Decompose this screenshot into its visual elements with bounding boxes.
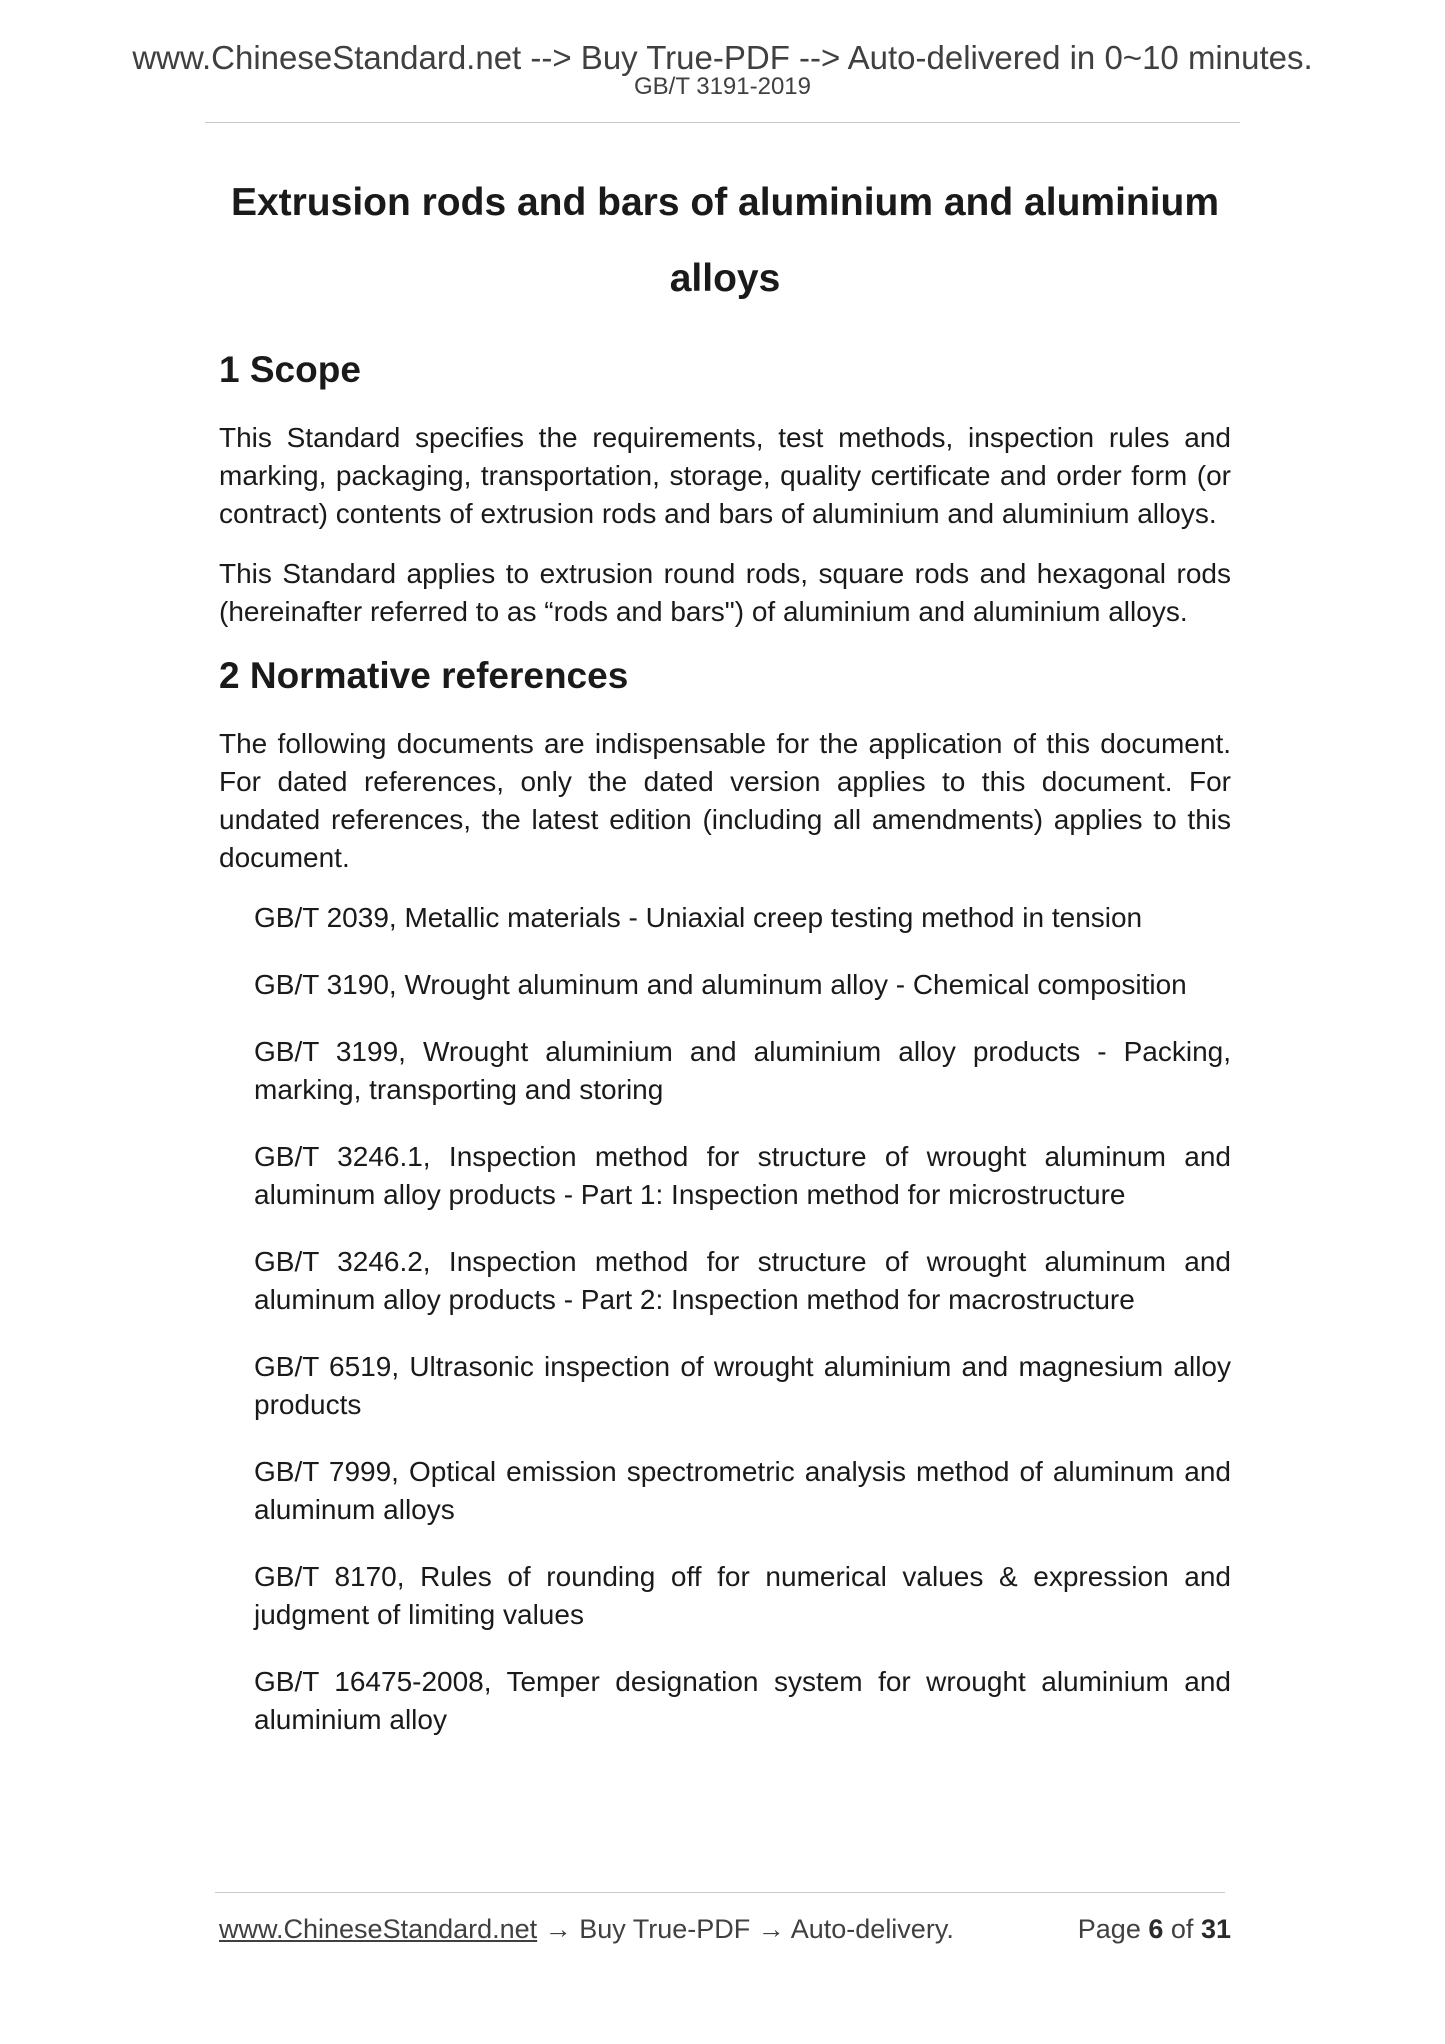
page-label: Page [1077, 1914, 1141, 1944]
reference-list [254, 899, 1231, 1739]
reference-item: GB/T 2039, Metallic materials - Uniaxial creep testing method in tension [254, 902, 1143, 933]
scope-paragraph: This Standard applies to extrusion round rods, square rods and hexagonal rods (hereinafter referred to as “rods and bars") of aluminium and aluminium alloys. [219, 558, 1231, 627]
references-intro-paragraph: The following documents are indispensable for the application of this document. For dated references, only the dated version applies to this document. For undated references, the latest edition (including all amendments) applies to this document. [219, 728, 1231, 873]
reference-item: GB/T 6519, Ultrasonic inspection of wrought aluminium and magnesium alloy products [254, 1351, 1231, 1420]
standard-code: GB/T 3191-2019 [633, 73, 811, 100]
section-heading-normative-references: 2 Normative references [219, 655, 629, 696]
document-title-line-1: Extrusion rods and bars of aluminium and aluminium [230, 181, 1220, 224]
reference-item: GB/T 3246.2, Inspection method for structure of wrought aluminum and aluminum alloy products - Part 2: Inspection method for macrostructure [254, 1246, 1231, 1315]
page-header [0, 38, 1445, 100]
of-label: of [1170, 1914, 1194, 1944]
document-title [219, 165, 1231, 317]
header-divider [205, 122, 1240, 123]
reference-item: GB/T 3190, Wrought aluminum and aluminum alloy - Chemical composition [254, 969, 1187, 1000]
page-number: 6 [1148, 1914, 1164, 1944]
footer-divider [215, 1892, 1225, 1893]
section-heading-scope: 1 Scope [219, 349, 361, 390]
reference-item: GB/T 16475-2008, Temper designation system for wrought aluminium and aluminium alloy [254, 1666, 1231, 1735]
reference-item: GB/T 7999, Optical emission spectrometric analysis method of aluminum and aluminum alloys [254, 1456, 1231, 1525]
reference-item: GB/T 8170, Rules of rounding off for numerical values & expression and judgment of limiting values [254, 1561, 1231, 1630]
total-pages: 31 [1200, 1914, 1231, 1944]
header-banner: www.ChineseStandard.net --> Buy True-PDF --> Auto-delivered in 0~10 minutes. [132, 39, 1313, 76]
footer-delivery-text: → Buy True-PDF → Auto-delivery. [537, 1914, 954, 1944]
document-title-line-2: alloys [669, 257, 781, 300]
scope-paragraph: This Standard specifies the requirements, test methods, inspection rules and marking, packaging, transportation, storage, quality certificate and order form (or contract) contents of extrusion rods and bars of aluminium and aluminium alloys. [219, 422, 1231, 529]
footer-delivery-note [219, 1912, 954, 1946]
page-indicator [1078, 1912, 1231, 1946]
document-body [219, 165, 1231, 1768]
footer-site-link[interactable]: www.ChineseStandard.net [219, 1914, 538, 1944]
reference-item: GB/T 3246.1, Inspection method for structure of wrought aluminum and aluminum alloy products - Part 1: Inspection method for microstructure [254, 1141, 1231, 1210]
reference-item: GB/T 3199, Wrought aluminium and aluminium alloy products - Packing, marking, transporting and storing [254, 1036, 1231, 1105]
